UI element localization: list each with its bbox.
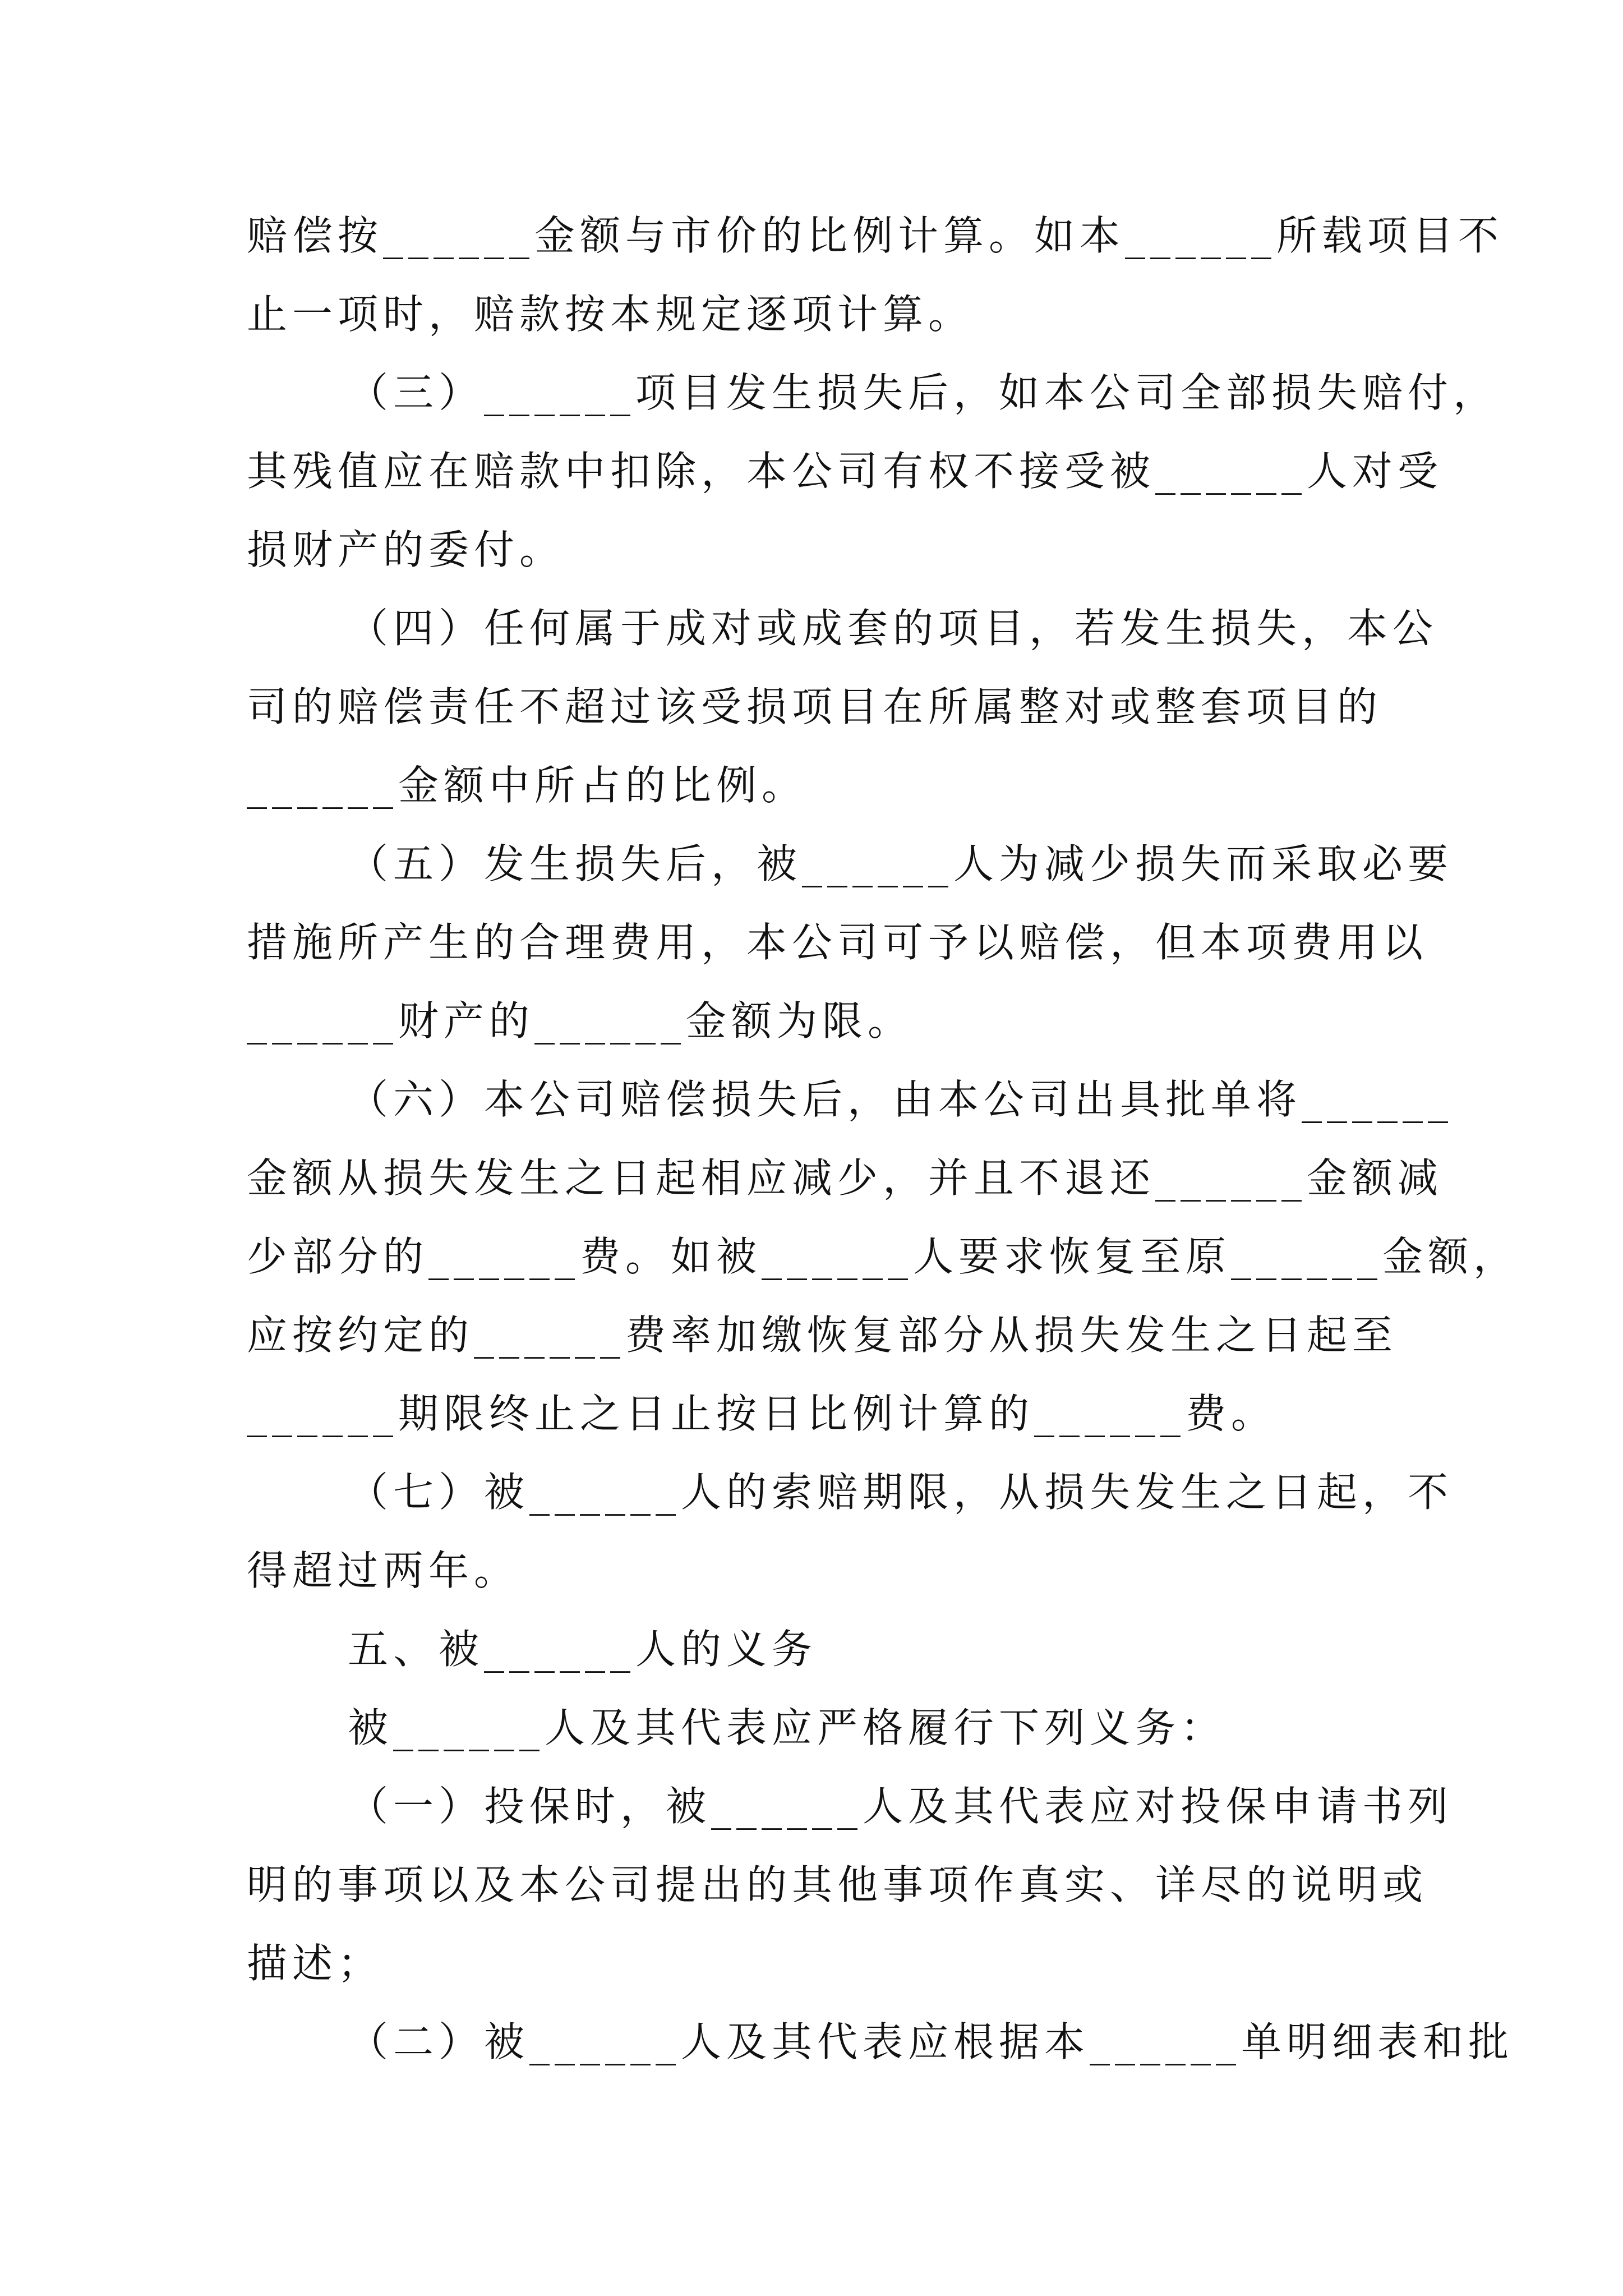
section-heading: 五、被______人的义务 xyxy=(348,1626,818,1673)
text-line: 止一项时，赔款按本规定逐项计算。 xyxy=(247,291,974,338)
text-line: 其残值应在赔款中扣除，本公司有权不接受被______人对受 xyxy=(247,448,1444,495)
text-line: ______期限终止之日止按日比例计算的______费。 xyxy=(247,1390,1277,1437)
text-line: ______金额中所占的比例。 xyxy=(247,762,808,809)
text-line: 司的赔偿责任不超过该受损项目在所属整对或整套项目的 xyxy=(247,683,1383,730)
text-line: 少部分的______费。如被______人要求恢复至原______金额， xyxy=(247,1233,1519,1280)
text-line: 措施所产生的合理费用，本公司可予以赔偿，但本项费用以 xyxy=(247,919,1428,966)
text-line: 明的事项以及本公司提出的其他事项作真实、详尽的说明或 xyxy=(247,1861,1428,1908)
text-line: 损财产的委付。 xyxy=(247,526,565,573)
text-line: （四）任何属于成对或成套的项目，若发生损失，本公 xyxy=(348,605,1438,652)
text-line: （三）______项目发生损失后，如本公司全部损失赔付， xyxy=(348,369,1499,416)
text-line: （二）被______人及其代表应根据本______单明细表和批 xyxy=(348,2018,1514,2065)
text-line: （七）被______人的索赔期限，从损失发生之日起，不 xyxy=(348,1469,1454,1516)
text-line: 金额从损失发生之日起相应减少，并且不退还______金额减 xyxy=(247,1154,1444,1202)
text-line: 得超过两年。 xyxy=(247,1547,520,1594)
text-line: （六）本公司赔偿损失后，由本公司出具批单将______ xyxy=(348,1076,1454,1123)
text-line: ______财产的______金额为限。 xyxy=(247,997,914,1045)
text-line: 应按约定的______费率加缴恢复部分从损失发生之日起至 xyxy=(247,1312,1398,1359)
text-line: 描述； xyxy=(247,1940,384,1987)
text-line: （一）投保时，被______人及其代表应对投保申请书列 xyxy=(348,1783,1454,1830)
text-line: 被______人及其代表应严格履行下列义务： xyxy=(348,1704,1227,1751)
text-line: 赔偿按______金额与市价的比例计算。如本______所载项目不 xyxy=(247,212,1504,259)
text-line: （五）发生损失后，被______人为减少损失而采取必要 xyxy=(348,840,1454,887)
